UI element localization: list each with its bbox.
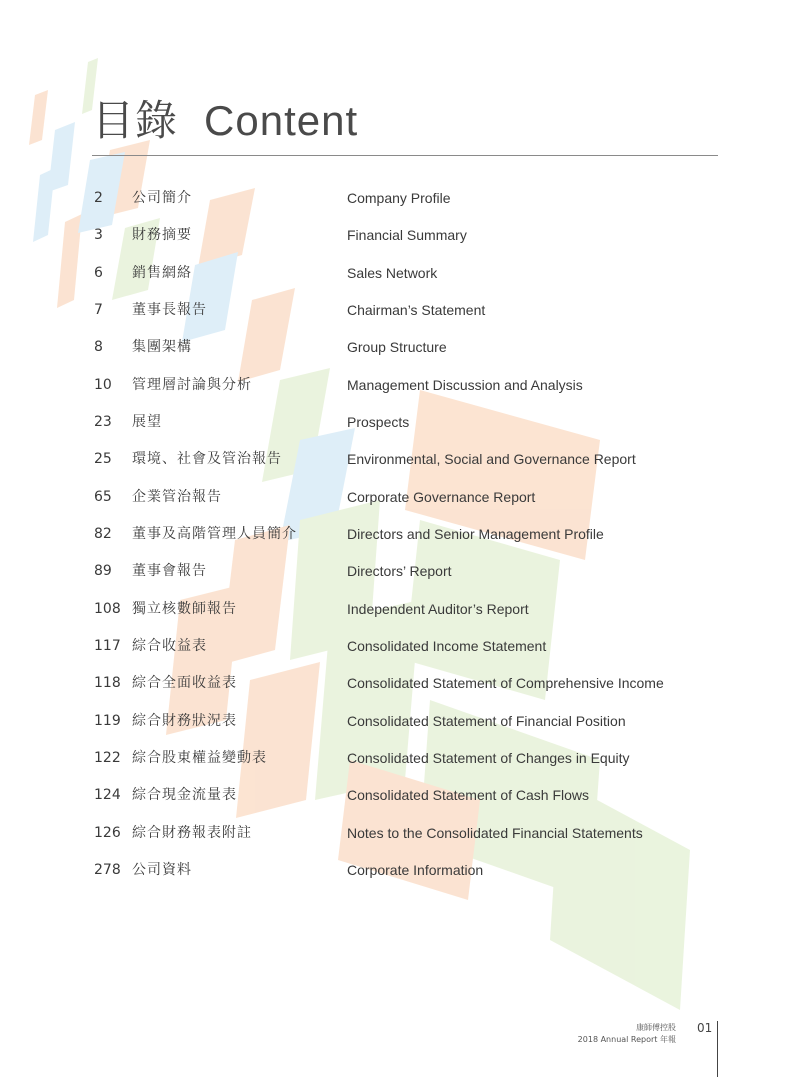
footer-company: 康師傅控股	[636, 1023, 676, 1032]
toc-title-zh: 展望	[132, 414, 162, 430]
toc-page: 25	[94, 451, 112, 467]
toc-title-en: Prospects	[347, 414, 410, 430]
toc-title-zh: 董事及高階管理人員簡介	[132, 526, 297, 542]
toc-title-en: Consolidated Income Statement	[347, 638, 547, 654]
toc-entry[interactable]	[0, 261, 793, 285]
page-number: 01	[697, 1021, 713, 1035]
toc-entry[interactable]	[0, 821, 793, 845]
title-english: Content	[204, 97, 359, 144]
toc-entry[interactable]	[0, 298, 793, 322]
toc-page: 122	[94, 750, 121, 766]
page-title	[92, 88, 358, 148]
toc-title-zh: 財務摘要	[132, 227, 192, 243]
toc-title-zh: 綜合財務報表附註	[132, 825, 252, 841]
toc-title-en: Consolidated Statement of Changes in Equity	[347, 750, 630, 766]
toc-page: 82	[94, 526, 112, 542]
toc-entry[interactable]	[0, 671, 793, 695]
toc-entry[interactable]	[0, 447, 793, 471]
toc-title-zh: 綜合全面收益表	[132, 675, 237, 691]
toc-title-en: Consolidated Statement of Comprehensive Income	[347, 675, 664, 691]
toc-page: 3	[94, 227, 103, 243]
footer-vertical-rule	[717, 1021, 718, 1077]
toc-page: 108	[94, 601, 121, 617]
footer-report-title: 2018 Annual Report 年報	[577, 1035, 676, 1044]
toc-title-zh: 綜合收益表	[132, 638, 207, 654]
toc-page: 119	[94, 713, 121, 729]
toc-entry[interactable]	[0, 597, 793, 621]
toc-page: 89	[94, 563, 112, 579]
toc-page: 118	[94, 675, 121, 691]
toc-title-zh: 公司資料	[132, 862, 192, 878]
toc-title-zh: 環境、社會及管治報告	[132, 451, 282, 467]
title-chinese: 目錄	[92, 96, 179, 145]
toc-entry[interactable]	[0, 410, 793, 434]
toc-title-en: Independent Auditor’s Report	[347, 601, 529, 617]
toc-entry[interactable]	[0, 223, 793, 247]
toc-entry[interactable]	[0, 335, 793, 359]
toc-title-zh: 綜合財務狀況表	[132, 713, 237, 729]
toc-title-zh: 綜合股東權益變動表	[132, 750, 267, 766]
toc-page: 10	[94, 377, 112, 393]
toc-page: 117	[94, 638, 121, 654]
toc-page: 65	[94, 489, 112, 505]
toc-page: 6	[94, 265, 103, 281]
toc-title-zh: 董事長報告	[132, 302, 207, 318]
toc-entry[interactable]	[0, 634, 793, 658]
toc-title-en: Group Structure	[347, 339, 447, 355]
toc-title-en: Consolidated Statement of Financial Position	[347, 713, 626, 729]
toc-title-en: Consolidated Statement of Cash Flows	[347, 787, 590, 803]
toc-title-zh: 集團架構	[132, 339, 192, 355]
toc-title-zh: 獨立核數師報告	[132, 601, 237, 617]
toc-title-zh: 公司簡介	[132, 190, 192, 206]
toc-title-en: Sales Network	[347, 265, 438, 281]
toc-title-zh: 企業管治報告	[132, 489, 222, 505]
toc-title-en: Corporate Information	[347, 862, 484, 878]
title-divider	[92, 155, 718, 156]
toc-title-en: Financial Summary	[347, 227, 467, 243]
toc-page: 124	[94, 787, 121, 803]
toc-title-zh: 董事會報告	[132, 563, 207, 579]
toc-title-en: Environmental, Social and Governance Report	[347, 451, 636, 467]
toc-title-en: Directors’ Report	[347, 563, 452, 579]
toc-entry[interactable]	[0, 746, 793, 770]
toc-page: 7	[94, 302, 103, 318]
toc-title-zh: 銷售網絡	[132, 265, 192, 281]
toc-entry[interactable]	[0, 522, 793, 546]
toc-page: 23	[94, 414, 112, 430]
toc-entry[interactable]	[0, 783, 793, 807]
toc-entry[interactable]	[0, 858, 793, 882]
toc-entry[interactable]	[0, 373, 793, 397]
toc-page: 8	[94, 339, 103, 355]
footer	[578, 1022, 676, 1046]
toc-title-en: Notes to the Consolidated Financial Statements	[347, 825, 643, 841]
toc-entry[interactable]	[0, 559, 793, 583]
toc-page: 2	[94, 190, 103, 206]
toc-title-zh: 管理層討論與分析	[132, 377, 252, 393]
toc-title-en: Corporate Governance Report	[347, 489, 536, 505]
toc-title-zh: 綜合現金流量表	[132, 787, 237, 803]
toc-page: 126	[94, 825, 121, 841]
toc-title-en: Company Profile	[347, 190, 451, 206]
toc-title-en: Chairman’s Statement	[347, 302, 486, 318]
toc-page: 278	[94, 862, 121, 878]
toc-entry[interactable]	[0, 485, 793, 509]
toc-entry[interactable]	[0, 709, 793, 733]
toc-entry[interactable]	[0, 186, 793, 210]
toc-title-en: Directors and Senior Management Profile	[347, 526, 604, 542]
toc-title-en: Management Discussion and Analysis	[347, 377, 583, 393]
